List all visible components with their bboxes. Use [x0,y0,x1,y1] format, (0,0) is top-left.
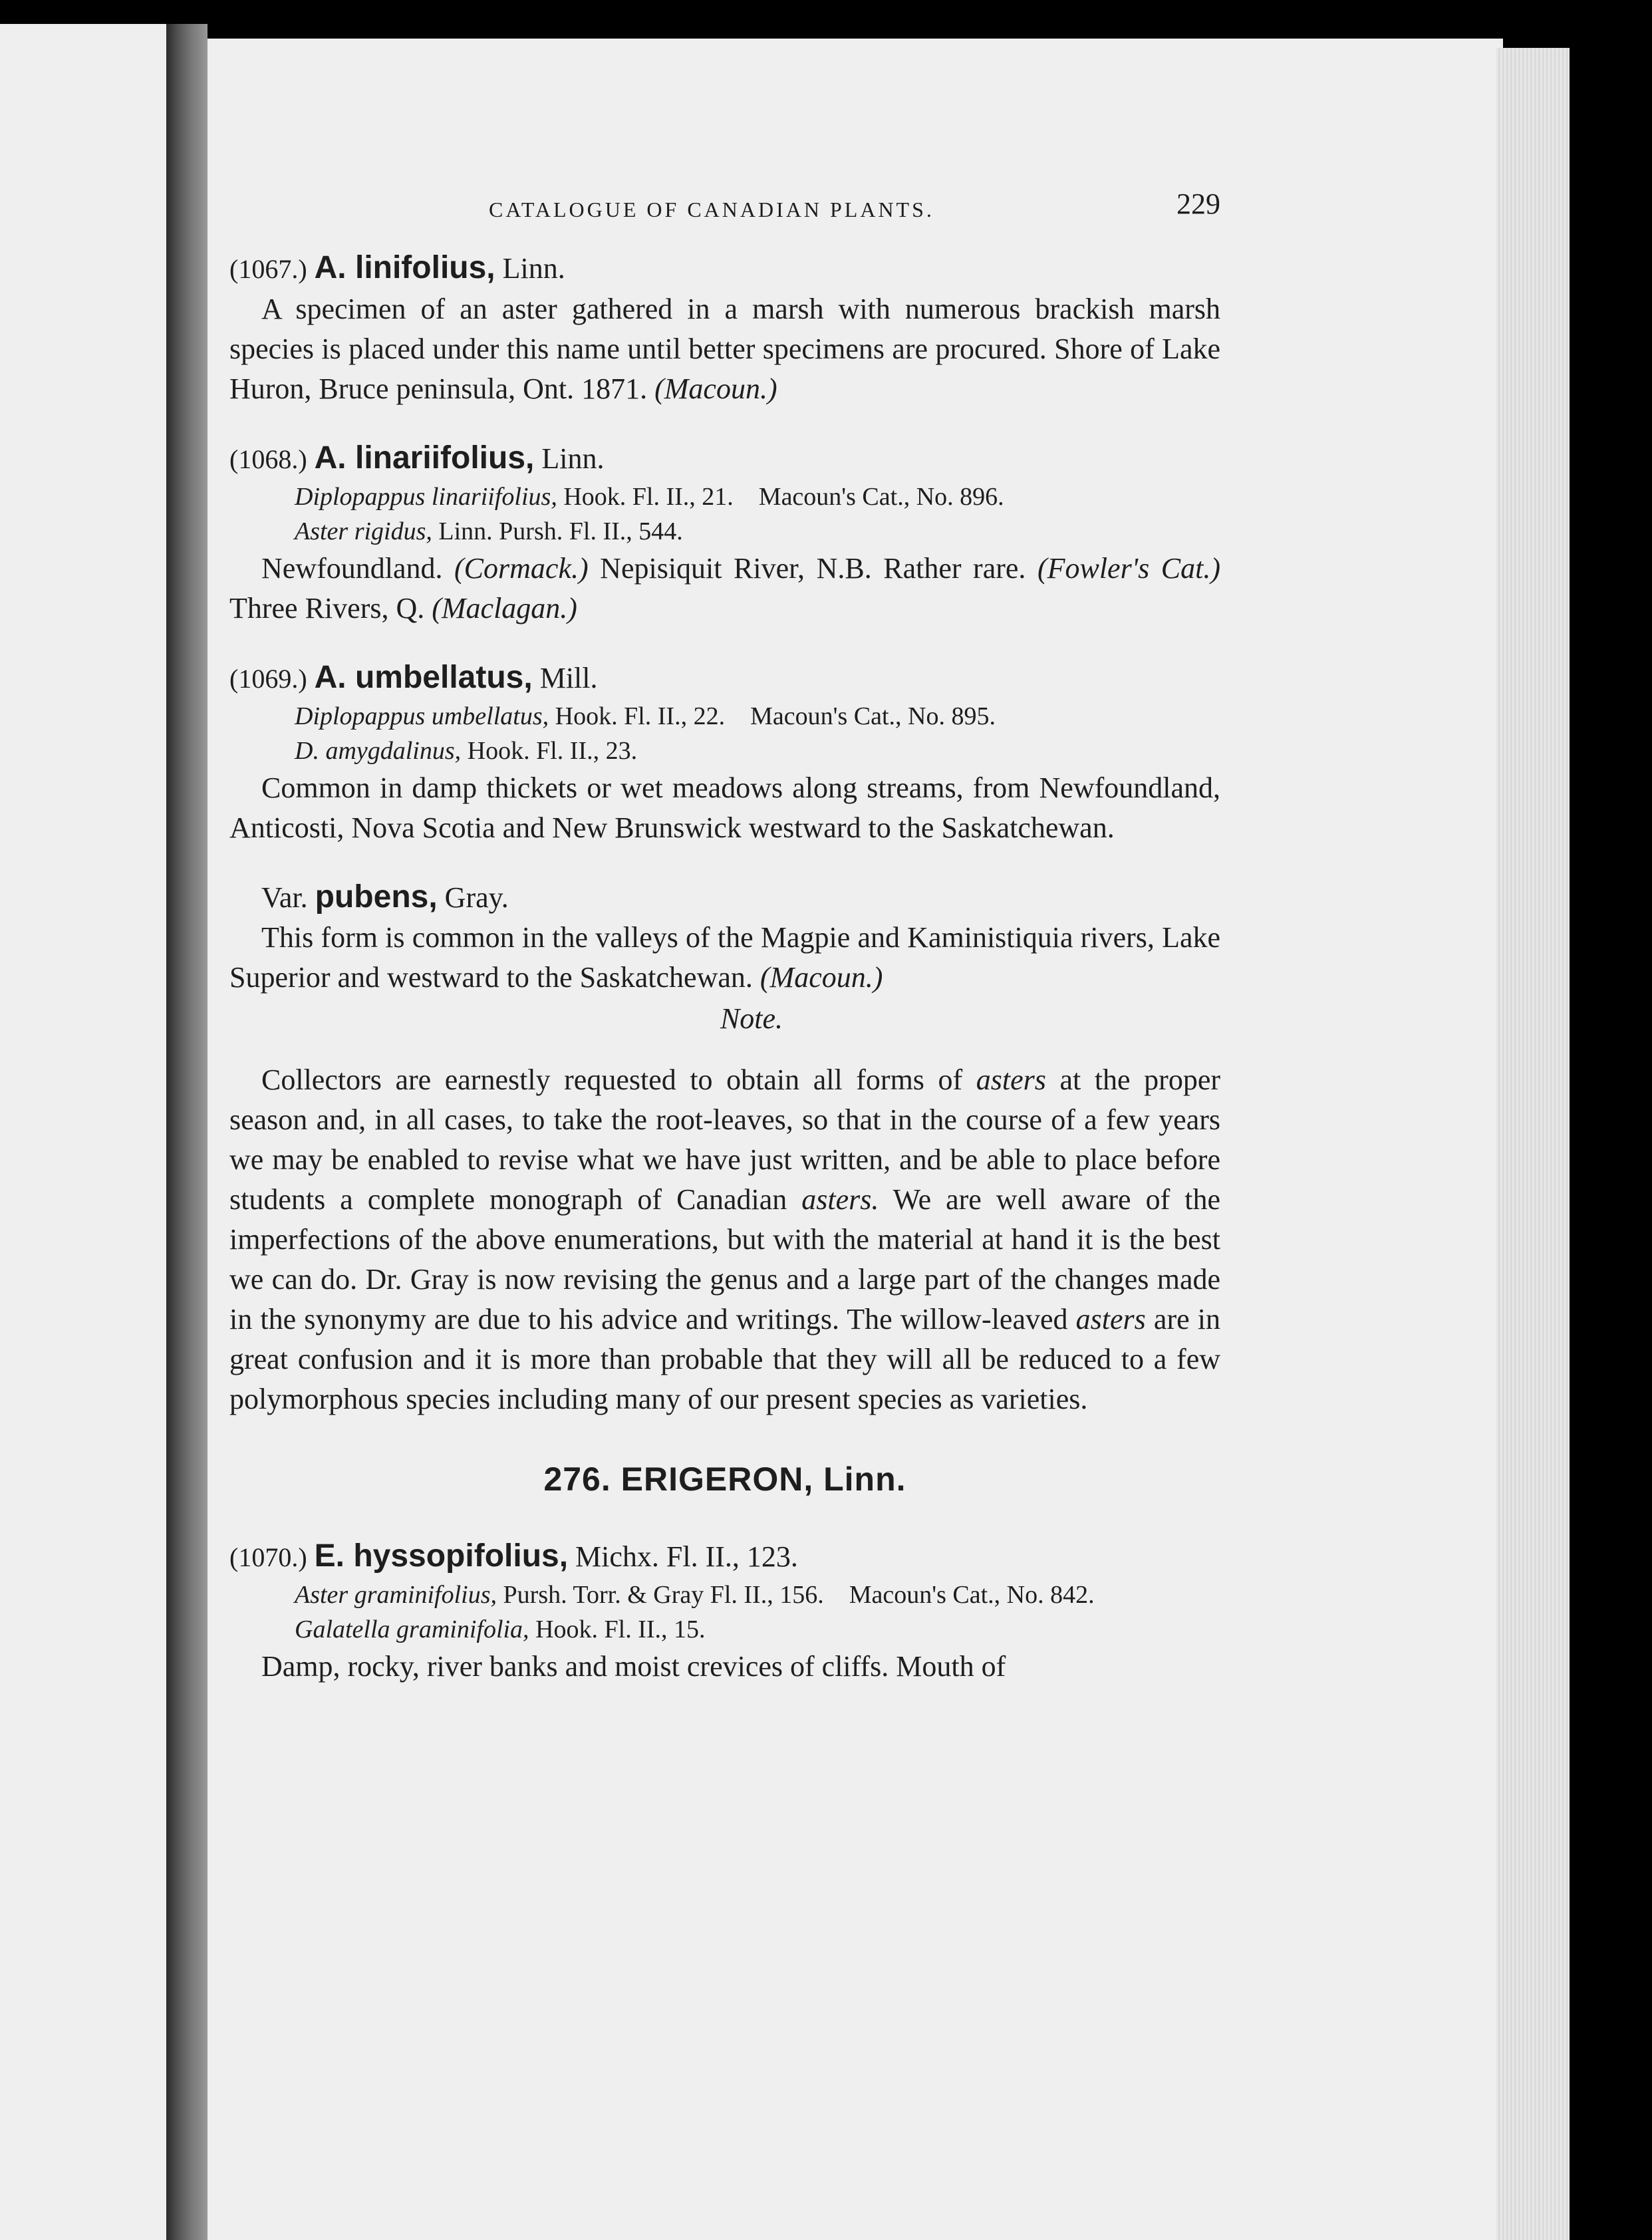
note-emphasis: asters [976,1063,1046,1096]
genus-heading: 276. ERIGERON, Linn. [543,1461,906,1498]
synonym-catalogue: Macoun's Cat., No. 895. [750,702,996,730]
species-name: A. umbellatus, [314,660,533,695]
entry-1067 [229,248,1220,409]
entry-heading [229,248,1220,289]
synonym-line [229,699,1220,734]
synonym-name: Diplopappus umbellatus, [295,702,549,730]
synonym-line [229,514,1220,549]
synonym-reference: Pursh. Torr. & Gray Fl. II., 156. [503,1581,824,1609]
running-header [229,188,1220,221]
species-authority: Mill. [539,662,598,694]
entry-text-run: A specimen of an aster gathered in a marsh with numerous brackish marsh species is placed under this name until better specimens are procured. Shore of Lake Huron, Bruce peninsula, Ont. 1871. [229,293,1220,405]
variety-heading [229,877,1220,918]
note-text-run: We are well aware of the imperfections of the above enumerations, but with the material at hand it is the best we can do. Dr. Gray is now revising the genus and a large part of the changes made in the synonymy are due to his advice and writings. The willow-leaved [229,1183,1220,1335]
binding-gutter [166,24,207,2240]
page-content [229,190,1220,1687]
entry-number: (1069.) [229,664,307,694]
synonym-line [229,1612,1220,1647]
note-heading: Note. [720,1002,783,1035]
entry-1070 [229,1536,1220,1687]
entry-text-run: Three Rivers, Q. [229,592,432,625]
synonym-reference: Hook. Fl. II., 15. [535,1615,706,1643]
entry-text [229,549,1220,629]
synonym-reference: Hook. Fl. II., 22. [555,702,726,730]
species-name: A. linariifolius, [314,440,535,476]
variety-prefix: Var. [261,881,308,914]
synonym-catalogue: Macoun's Cat., No. 842. [849,1581,1095,1609]
synonym-name: Galatella graminifolia, [295,1615,529,1643]
synonym-name: D. amygdalinus, [295,737,462,765]
synonym-reference: Linn. Pursh. Fl. II., 544. [438,517,683,545]
entry-heading [229,1536,1220,1578]
variety-name: pubens, [315,879,438,914]
variety-pubens [229,877,1220,998]
entry-text-run: This form is common in the valleys of the Magpie and Kaministiquia rivers, Lake Superior and westward to the Saskatchewan. [229,921,1220,994]
species-name: E. hyssopifolius, [314,1538,569,1574]
note-text-run: at the proper season and, in all cases, to take the root-leaves, so that in the course of a few years we may be enabled to revise what we have just written, and be able to place before students a complete monograph of Canadian [229,1063,1221,1216]
species-name: A. linifolius, [314,250,495,285]
synonym-reference: Hook. Fl. II., 23. [467,737,638,765]
note-text [229,1060,1220,1419]
synonym-line [229,480,1220,514]
species-authority: Michx. Fl. II., 123. [575,1540,798,1573]
entry-heading [229,658,1220,699]
page-stack-edge [1496,48,1570,2240]
synonym-line [229,1578,1220,1612]
entry-text: Damp, rocky, river banks and moist crevices of cliffs. Mouth of [261,1650,1006,1683]
species-authority: Linn. [502,252,565,285]
running-title: CATALOGUE OF CANADIAN PLANTS. [489,198,934,221]
entry-1068 [229,438,1220,629]
synonym-name: Aster graminifolius, [295,1581,497,1609]
entry-number: (1067.) [229,254,307,284]
note-text-run: Collectors are earnestly requested to obtain all forms of [261,1063,976,1096]
entry-heading [229,438,1220,480]
collector-citation: (Macoun.) [759,961,883,994]
facing-page-edge [0,24,166,2240]
variety-text [229,918,1220,998]
entry-text-run: Nepisiquit River, N.B. Rather rare. [588,552,1037,585]
synonym-catalogue: Macoun's Cat., No. 896. [758,483,1004,511]
variety-authority: Gray. [444,881,509,914]
synonym-reference: Hook. Fl. II., 21. [563,483,734,511]
entry-number: (1068.) [229,444,307,474]
entry-1069 [229,658,1220,848]
collector-citation: (Maclagan.) [432,592,577,625]
synonym-name: Aster rigidus, [295,517,432,545]
species-authority: Linn. [541,442,605,475]
note-emphasis: asters. [801,1183,879,1216]
page-number: 229 [1176,188,1220,220]
entry-number: (1070.) [229,1542,307,1572]
entry-text [229,289,1220,409]
synonym-line [229,734,1220,768]
synonym-name: Diplopappus linariifolius, [295,483,557,511]
collector-citation: (Cormack.) [454,552,589,585]
note-text-run: are in great confusion and it is more than probable that they will all be reduced to a few polymorphous species including many of our present species as varieties. [229,1303,1220,1415]
entry-text-run: Newfoundland. [261,552,455,585]
collector-citation: (Macoun.) [654,372,777,405]
note-emphasis: asters [1075,1303,1146,1335]
collector-citation: (Fowler's Cat.) [1037,552,1220,585]
entry-text: Common in damp thickets or wet meadows along streams, from Newfoundland, Anticosti, Nova Scotia and New Brunswick westward to the Saskatchewan. [229,771,1220,844]
